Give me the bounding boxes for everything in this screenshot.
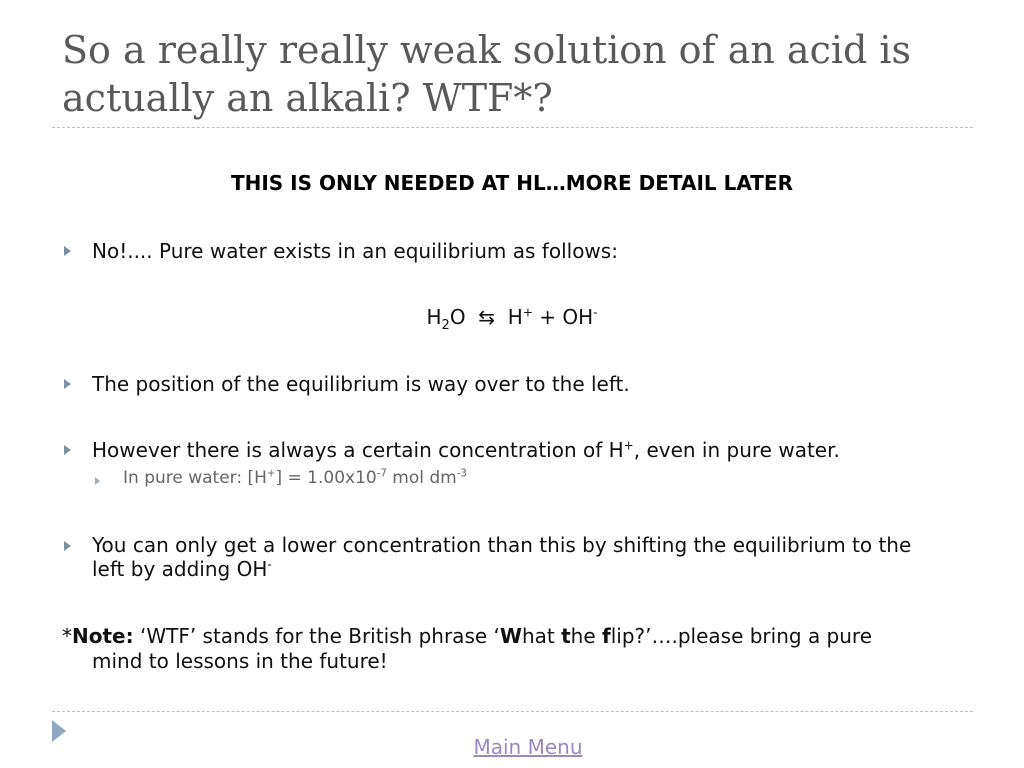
bullet-arrow-icon [64,541,71,551]
bullet3-text-end: , even in pure water. [633,438,840,462]
note-bold-w: W [499,624,522,648]
equilibrium-arrow-icon: ⇆ [478,305,496,329]
title-line-1: So a really really weak solution of an acid is [62,28,912,72]
sub-sup-1: + [266,468,276,480]
note-bold-f: f [602,624,611,648]
bullet4-line2: left by adding OH [92,557,268,581]
sub-text-1: In pure water: [H [123,468,267,488]
eq-plus-charge: + [522,305,533,320]
sub-sup-3: -3 [456,468,467,480]
note-bold-t: t [561,624,571,648]
water-equilibrium-equation [0,305,1024,333]
bullet-arrow-icon [64,445,71,455]
note-line-2: mind to lessons in the future! [92,649,388,673]
bullet4-line1: You can only get a lower concentration than this by shifting the equilibrium to the [92,533,912,557]
slide-title [62,26,992,122]
eq-hydroxide: + OH [539,305,594,329]
bullet-arrow-icon [64,246,71,256]
sub-text-2: ] = 1.00x10 [275,468,377,488]
bullet3-sup: + [623,438,634,453]
note-star: * [62,624,72,648]
eq-subscript-2: 2 [441,318,450,333]
bullet4-sup: - [267,557,272,572]
bullet-h-concentration [92,438,840,462]
top-divider [52,127,973,128]
eq-o: O [449,305,466,329]
bullet-equilibrium-position: The position of the equilibrium is way over to the left. [92,372,630,396]
main-menu-label[interactable]: Main Menu [473,735,583,759]
wtf-note [62,624,942,674]
sub-sup-2: -7 [376,468,387,480]
bottom-divider [52,711,973,712]
bullet-lower-concentration [92,533,972,581]
sub-bullet-pure-water [123,468,467,488]
note-text-1: ‘WTF’ stands for the British phrase ‘ [133,624,500,648]
note-text-3: he [570,624,602,648]
note-text-4: lip?’….please bring a pure [610,624,873,648]
eq-h: H [426,305,442,329]
bullet-arrow-icon [64,379,71,389]
note-label: Note: [72,624,134,648]
bullet-water-equilibrium: No!.... Pure water exists in an equilibrium as follows: [92,239,618,263]
eq-minus-charge: - [593,305,598,320]
sub-text-3: mol dm [386,468,457,488]
note-text-2: hat [521,624,562,648]
title-line-2: actually an alkali? WTF*? [62,76,553,120]
main-menu-link[interactable] [0,735,1024,759]
eq-h-ion: H [507,305,523,329]
bullet3-text: However there is always a certain concentration of H [92,438,624,462]
hl-notice: THIS IS ONLY NEEDED AT HL…MORE DETAIL LATER [230,171,793,195]
sub-bullet-arrow-icon [95,477,100,485]
